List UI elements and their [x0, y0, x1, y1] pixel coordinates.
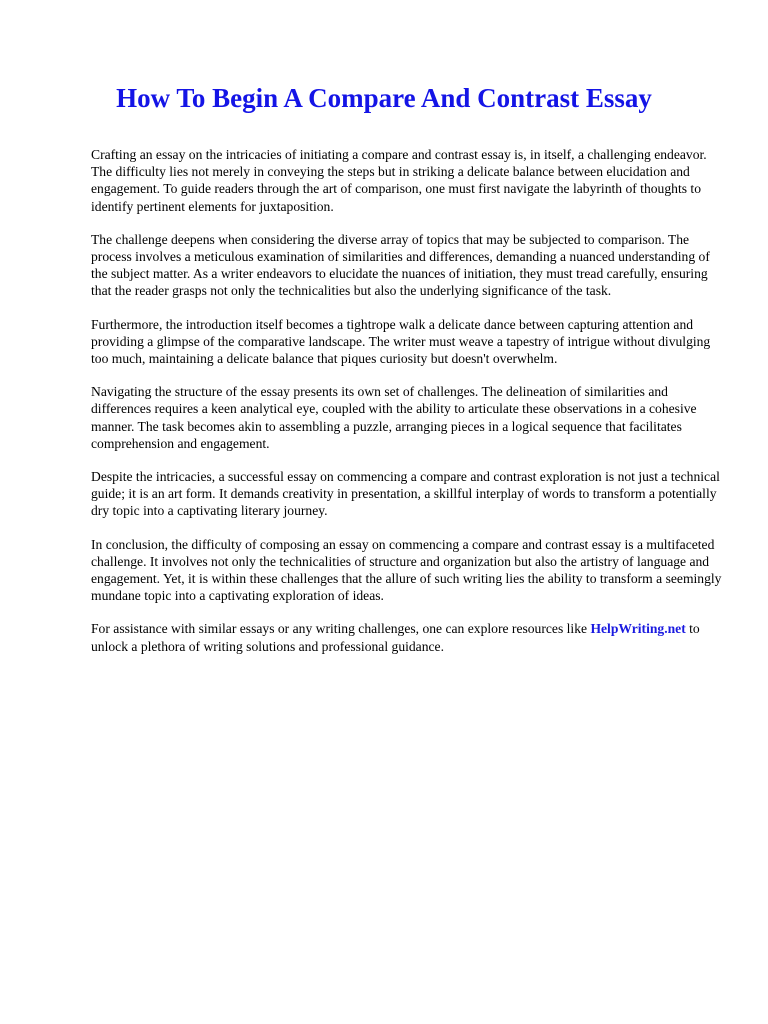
paragraph: Despite the intricacies, a successful essay on commencing a compare and contrast exploration is not just a technical guide; it is an art form. It demands creativity in presentation, a skillful interplay of words to transform a potentially dry topic into a captivating literary journey.	[91, 469, 720, 519]
closing-paragraph	[91, 620, 727, 654]
paragraph: Navigating the structure of the essay presents its own set of challenges. The delineation of similarities and differences requires a keen analytical eye, coupled with the ability to articulate these observations in a cohesive manner. The task becomes akin to assembling a puzzle, arranging pieces in a logical sequence that facilitates comprehension and engagement.	[91, 384, 697, 451]
paragraph: Crafting an essay on the intricacies of initiating a compare and contrast essay is, in itself, a challenging endeavor. The difficulty lies not merely in conveying the steps but in striking a delicate balance between elucidation and engagement. To guide readers through the art of comparison, one must first navigate the labyrinth of thoughts to identify pertinent elements for juxtaposition.	[91, 147, 707, 214]
closing-text-before-link: For assistance with similar essays or any writing challenges, one can explore resources like	[91, 621, 591, 637]
paragraph: The challenge deepens when considering the diverse array of topics that may be subjected to comparison. The process involves a meticulous examination of similarities and differences, demanding a nuanced understanding of the subject matter. As a writer endeavors to elucidate the nuances of initiation, they must tread carefully, ensuring that the reader grasps not only the technicalities but also the underlying significance of the task.	[91, 231, 710, 299]
closing-text-after-link: to unlock a plethora of writing solutions and professional guidance.	[91, 621, 700, 654]
page-title: How To Begin A Compare And Contrast Essay	[116, 83, 652, 113]
paragraph: Furthermore, the introduction itself becomes a tightrope walk a delicate dance between capturing attention and providing a glimpse of the comparative landscape. The writer must weave a tapestry of intrigue without divulging too much, maintaining a delicate balance that piques curiosity but doesn't overwhelm.	[91, 316, 711, 367]
helpwriting-link[interactable]: HelpWriting.net	[590, 621, 686, 637]
paragraph: In conclusion, the difficulty of composing an essay on commencing a compare and contrast essay is a multifaceted challenge. It involves not only the technicalities of structure and organization but also the artistry of language and engagement. Yet, it is within these challenges that the allure of such writing lies the ability to transform a seemingly mundane topic into a captivating exploration of ideas.	[91, 536, 722, 604]
essay-body	[91, 146, 727, 671]
